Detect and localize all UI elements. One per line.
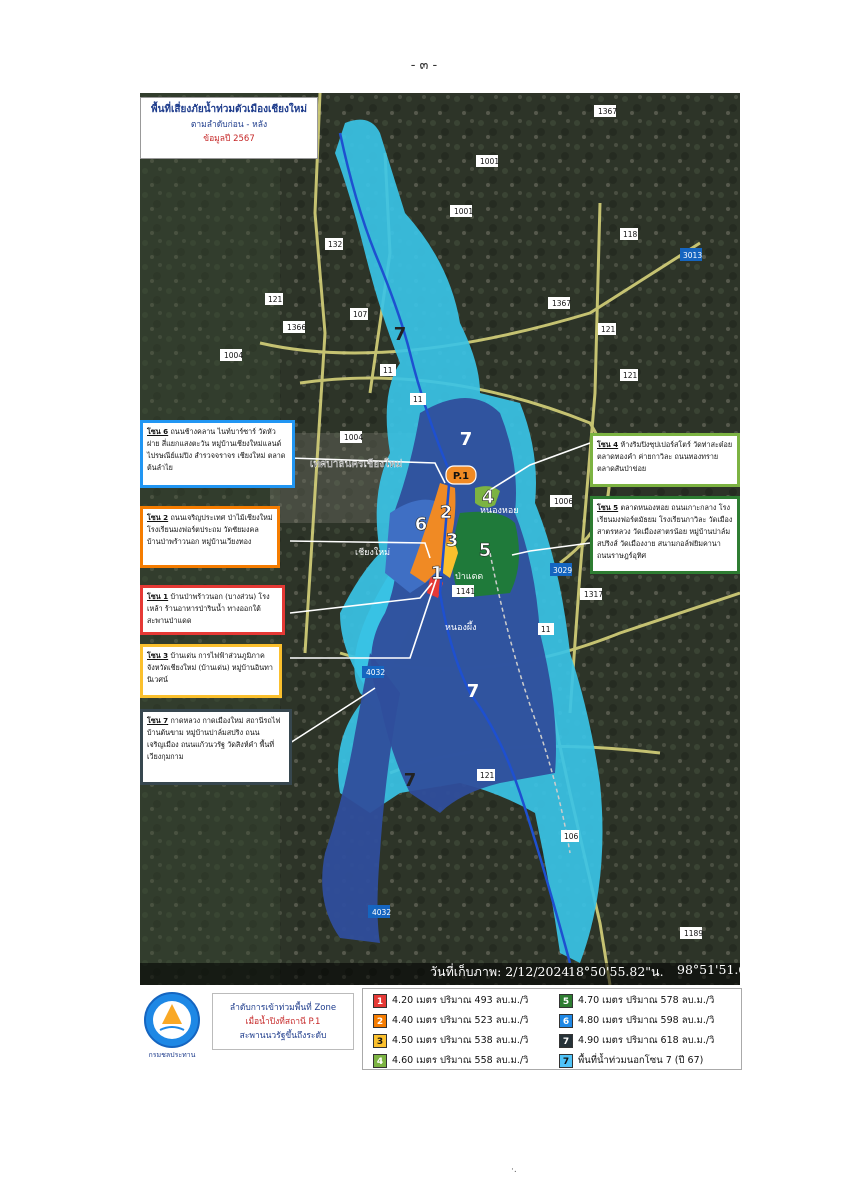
zone-number-7c: 7: [466, 681, 480, 702]
zone-7-text: กาดหลวง กาดเมืองใหม่ สถานีรถไฟ บ้านต้นขาม หมู่บ้านปาล์มสปริง ถนนเจริญเมือง ถนนแก้วนวรัฐ วัดสิงห์คำ พื้นที่เวียงกุมกาม: [147, 716, 281, 761]
road-label-8: 1366: [287, 323, 307, 332]
zone-number-4: 4: [481, 487, 495, 508]
legend-swatch-8: 7: [559, 1054, 573, 1068]
legend-item-4: [373, 1052, 528, 1070]
road-label-9: 1367: [552, 299, 572, 308]
road-label-23: 106: [564, 832, 579, 841]
map-footer: [140, 988, 740, 1070]
zone-7-label: โซน 7: [147, 716, 169, 725]
longitude-readout: 98°51'51.61: [677, 962, 755, 977]
zone-4-text: ห้างริมปิงซุปเปอร์สโตร์ วัดท่าสะต๋อย ตลาดทองคำ ค่ายกาวิละ ถนนทองทราย ตลาดสันป่าข่อย: [597, 440, 733, 473]
area-label-1: เชียงใหม่: [355, 548, 391, 558]
road-label-22: 121: [480, 771, 495, 780]
area-label-2: ป่าแดด: [455, 572, 484, 582]
road-label-4: 3013: [683, 251, 703, 260]
legend-item-6: [559, 1012, 714, 1030]
zone-3-description: [140, 644, 282, 698]
map-data-year: ข้อมูลปี 2567: [203, 134, 255, 144]
zone-4-description: [590, 433, 740, 487]
zone-6-label: โซน 6: [147, 427, 169, 436]
city-label: เทศบาลนครเชียงใหม่: [310, 459, 403, 470]
road-label-18: 1317: [584, 590, 604, 599]
zone-1-text: บ้านป่าพร้าวนอก (บางส่วน) โรงเหล้า ร้านอาหารป่ารินน้ำ ทางออกใต้สะพานป่าแดด: [147, 592, 270, 625]
zone-number-7b: 7: [459, 429, 473, 450]
zone-number-5: 5: [478, 540, 492, 561]
zone-2-label: โซน 2: [147, 513, 169, 522]
map-subtitle: ตามลำดับก่อน - หลัง: [190, 120, 268, 130]
road-label-14: 1004: [344, 433, 364, 442]
zone-5-description: [590, 496, 740, 574]
legend-text-8: พื้นที่น้ำท่วมนอกโซน 7 (ปี 67): [578, 1055, 704, 1066]
road-label-19: 1141: [456, 587, 476, 596]
legend-item-8: [559, 1052, 703, 1070]
road-label-6: 121: [268, 295, 283, 304]
legend-swatch-3: 3: [373, 1034, 387, 1048]
order-line-2: เมื่อน้ำปิงที่สถานี P.1: [245, 1017, 321, 1027]
zone-2-text: ถนนเจริญประเทศ ป่าไม้เชียงใหม่โรงเรียนมงฟอร์ตประถม วัดชัยมงคล บ้านป่าพร้าวนอก หมู่บ้านเวียงทอง: [147, 513, 273, 546]
legend-swatch-1: 1: [373, 994, 387, 1008]
road-label-11: 1004: [224, 351, 244, 360]
map-title-box: [140, 97, 318, 159]
area-label-3: หนองผึ้ง: [445, 623, 477, 633]
zone-number-7d: 7: [403, 770, 417, 791]
road-label-7: 107: [353, 310, 368, 319]
zone-number-3: 3: [445, 530, 459, 551]
legend-swatch-7: 7: [559, 1034, 573, 1048]
road-label-12: 121: [623, 371, 638, 380]
road-label-21: 4032: [366, 668, 386, 677]
legend-item-2: [373, 1012, 528, 1030]
map-title: พื้นที่เสี่ยงภัยน้ำท่วมตัวเมืองเชียงใหม่: [150, 104, 307, 115]
legend-text-6: 4.80 เมตร ปริมาณ 598 ลบ.ม./วิ: [578, 1015, 715, 1026]
zone-6-description: [140, 420, 295, 488]
zone-number-6: 6: [414, 514, 428, 535]
legend-item-1: [373, 992, 528, 1010]
road-label-10: 121: [601, 325, 616, 334]
zone-number-7a: 7: [393, 324, 407, 345]
legend-item-5: [559, 992, 714, 1010]
legend-item-7: [559, 1032, 714, 1050]
road-label-20: 11: [541, 625, 551, 634]
zone-4-label: โซน 4: [597, 440, 619, 449]
road-label-15: 11: [413, 395, 423, 404]
zone-1-label: โซน 1: [147, 592, 169, 601]
legend-text-7: 4.90 เมตร ปริมาณ 618 ลบ.ม./วิ: [578, 1035, 715, 1046]
legend-text-3: 4.50 เมตร ปริมาณ 538 ลบ.ม./วิ: [392, 1035, 529, 1046]
legend-swatch-5: 5: [559, 994, 573, 1008]
capture-date: วันที่เก็บภาพ: 2/12/2024: [430, 964, 570, 979]
legend-text-2: 4.40 เมตร ปริมาณ 523 ลบ.ม./วิ: [392, 1015, 529, 1026]
zone-1-description: [140, 585, 285, 635]
road-label-2: 1001: [454, 207, 474, 216]
legend-swatch-4: 4: [373, 1054, 387, 1068]
area-label-4: หนองหอย: [480, 506, 519, 516]
logo-caption: กรมชลประทาน: [148, 1051, 196, 1059]
legend-text-5: 4.70 เมตร ปริมาณ 578 ลบ.ม./วิ: [578, 995, 715, 1006]
road-label-13: 11: [383, 366, 393, 375]
road-label-0: 1367: [598, 107, 618, 116]
road-label-3: 118: [623, 230, 638, 239]
zone-3-label: โซน 3: [147, 651, 169, 660]
station-p1-label: P.1: [452, 471, 470, 482]
zone-3-text: บ้านเด่น การไฟฟ้าส่วนภูมิภาค จังหวัดเชียงใหม่ (บ้านเด่น) หมู่บ้านอินทานิเวศน์: [147, 651, 273, 684]
legend-swatch-6: 6: [559, 1014, 573, 1028]
road-label-1: 1001: [480, 157, 500, 166]
zone-number-1: 1: [430, 563, 444, 584]
legend-text-4: 4.60 เมตร ปริมาณ 558 ลบ.ม./วิ: [392, 1055, 529, 1066]
zone-number-2: 2: [439, 502, 453, 523]
road-label-16: 1006: [554, 497, 574, 506]
zone-2-description: [140, 506, 280, 568]
zone-legend: [362, 988, 742, 1070]
page-number: - ๓ -: [410, 58, 438, 73]
flood-order-box: [212, 993, 354, 1050]
road-label-17: 3029: [553, 566, 573, 575]
latitude-readout: 18°50'55.82"น.: [568, 964, 664, 979]
legend-text-1: 4.20 เมตร ปริมาณ 493 ลบ.ม./วิ: [392, 995, 529, 1006]
road-label-24: 4032: [372, 908, 392, 917]
order-line-1: ลำดับการเข้าท่วมพื้นที่ Zone: [229, 1003, 337, 1013]
order-line-3: สะพานนวรัฐขึ้นถึงระดับ: [239, 1031, 327, 1041]
legend-swatch-2: 2: [373, 1014, 387, 1028]
scan-mark: ·.: [511, 1165, 517, 1175]
zone-6-text: ถนนช้างคลาน ไนท์บาร์ซาร์ วัดหัวฝาย สี่แยกแสงตะวัน หมู่บ้านเชียงใหม่แลนด์ ไปรษณีย์แม่ปิง สำรวจจราจร เชียงใหม่ ตลาดต้นลำไย: [147, 427, 286, 472]
rid-logo-icon: [140, 990, 204, 1050]
zone-5-label: โซน 5: [597, 503, 619, 512]
zone-5-text: ตลาดหนองหอย ถนนเกาะกลาง โรงเรียนมงฟอร์ตมัธยม โรงเรียนกาวิละ วัดเมืองสาตรหลวง วัดเมืองสาตรน้อย หมู่บ้านปาล์มสปริงส์ วัดเมืองงาย สนามกอล์ฟยิมคานา ถนนราษฎร์อุทิศ: [597, 503, 733, 560]
zone-7-description: [140, 709, 292, 785]
legend-item-3: [373, 1032, 528, 1050]
road-label-5: 132: [328, 240, 343, 249]
road-label-25: 1189: [684, 929, 704, 938]
